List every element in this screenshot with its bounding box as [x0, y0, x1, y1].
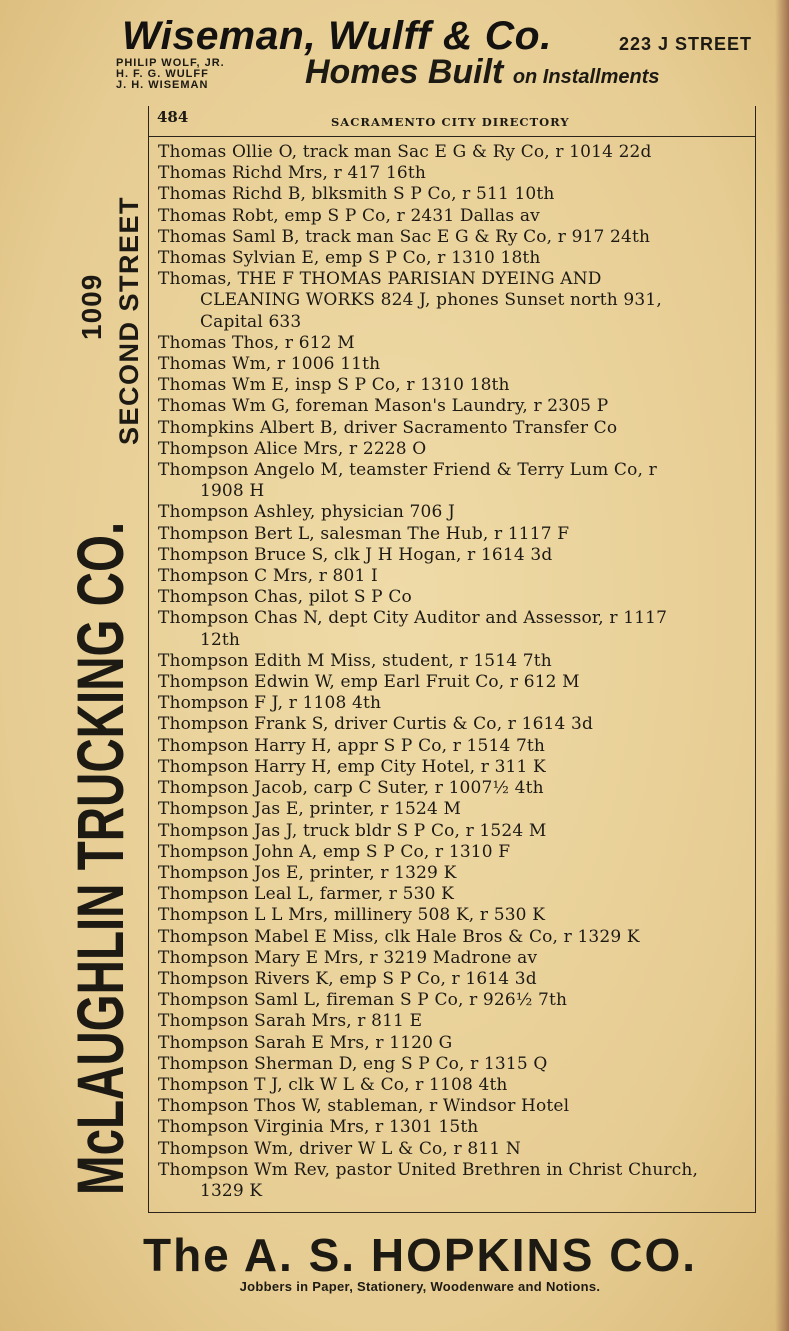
directory-entry — [158, 969, 750, 990]
entry-line: Thompson Leal L, farmer, r 530 K — [158, 884, 454, 905]
entry-line: Thompson C Mrs, r 801 I — [158, 566, 378, 587]
entry-line: Thompkins Albert B, driver Sacramento Transfer Co — [158, 417, 618, 438]
entry-line: Thompson Jas J, truck bldr S P Co, r 1524 M — [158, 820, 547, 841]
directory-entry — [158, 905, 750, 926]
bottom-ad-description: Jobbers in Paper, Stationery, Woodenware and Notions. — [239, 1279, 601, 1294]
entry-line: Thompson Thos W, stableman, r Windsor Hotel — [158, 1096, 570, 1117]
directory-entry — [158, 439, 750, 460]
page-number: 484 — [157, 108, 189, 126]
top-ad-partners — [116, 58, 316, 91]
directory-entry — [158, 375, 750, 396]
entry-line: Thompson Wm Rev, pastor United Brethren in Christ Church, — [158, 1159, 699, 1180]
entry-line: Thompson Angelo M, teamster Friend & Terry Lum Co, r — [158, 460, 657, 481]
entry-line: Thomas Wm, r 1006 11th — [158, 354, 381, 375]
tagline-main: Homes Built — [305, 53, 504, 91]
entry-line: Thompson Ashley, physician 706 J — [158, 502, 455, 523]
entry-line: Thomas Saml B, track man Sac E G & Ry Co, r 917 24th — [158, 226, 651, 247]
directory-entry — [158, 524, 750, 545]
directory-entry — [158, 778, 750, 799]
directory-entry — [158, 799, 750, 820]
directory-entry — [158, 396, 750, 417]
entry-continuation: 1908 H — [200, 481, 265, 502]
directory-entry — [158, 651, 750, 672]
entry-line: Thompson Frank S, driver Curtis & Co, r 1614 3d — [158, 714, 594, 735]
entry-line: Thomas Richd Mrs, r 417 16th — [158, 163, 426, 184]
directory-entry — [158, 545, 750, 566]
entry-line: Thompson F J, r 1108 4th — [158, 693, 382, 714]
entry-line: Thompson Jas E, printer, r 1524 M — [158, 799, 462, 820]
directory-entry — [158, 842, 750, 863]
entry-line: Thompson Chas, pilot S P Co — [158, 587, 412, 608]
directory-entry — [158, 1160, 750, 1202]
directory-column — [148, 106, 756, 1213]
side-ad-company: McLAUGHLIN TRUCKING CO. — [63, 521, 137, 1195]
entry-list — [158, 142, 750, 1202]
directory-entry — [158, 672, 750, 693]
entry-continuation: CLEANING WORKS 824 J, phones Sunset north 931, — [200, 290, 662, 311]
directory-entry — [158, 736, 750, 757]
entry-continuation: 1329 K — [200, 1180, 263, 1201]
directory-entry — [158, 608, 750, 650]
entry-line: Thompson Jos E, printer, r 1329 K — [158, 862, 457, 883]
entry-line: Thompson Alice Mrs, r 2228 O — [158, 438, 427, 459]
entry-line: Thomas, THE F THOMAS PARISIAN DYEING AND — [158, 269, 602, 290]
directory-entry — [158, 269, 750, 333]
entry-continuation: Capital 633 — [200, 311, 302, 332]
side-ad-number: 1009 — [76, 273, 107, 340]
directory-entry — [158, 1139, 750, 1160]
directory-entry — [158, 863, 750, 884]
entry-line: Thomas Wm G, foreman Mason's Laundry, r 2305 P — [158, 396, 609, 417]
directory-entry — [158, 227, 750, 248]
directory-entry — [158, 1096, 750, 1117]
directory-entry — [158, 990, 750, 1011]
entry-line: Thompson Jacob, carp C Suter, r 1007½ 4th — [158, 778, 544, 799]
side-ad-street: SECOND STREET — [114, 195, 144, 445]
directory-entry — [158, 714, 750, 735]
entry-line: Thompson Wm, driver W L & Co, r 811 N — [158, 1138, 521, 1159]
entry-line: Thompson Harry H, appr S P Co, r 1514 7th — [158, 735, 546, 756]
directory-entry — [158, 248, 750, 269]
directory-entry — [158, 418, 750, 439]
entry-line: Thompson Rivers K, emp S P Co, r 1614 3d — [158, 968, 537, 989]
entry-line: Thompson Saml L, fireman S P Co, r 926½ 7th — [158, 990, 568, 1011]
bottom-ad-company: The A. S. HOPKINS CO. — [142, 1229, 698, 1281]
directory-entry — [158, 502, 750, 523]
entry-line: Thompson Sarah Mrs, r 811 E — [158, 1011, 423, 1032]
directory-entry — [158, 884, 750, 905]
entry-line: Thomas Thos, r 612 M — [158, 332, 355, 353]
entry-line: Thomas Robt, emp S P Co, r 2431 Dallas av — [158, 205, 540, 226]
directory-entry — [158, 927, 750, 948]
directory-entry — [158, 460, 750, 502]
directory-entry — [158, 693, 750, 714]
directory-entry — [158, 163, 750, 184]
entry-line: Thomas Ollie O, track man Sac E G & Ry Co, r 1014 22d — [158, 142, 652, 162]
tagline-small: on Installments — [512, 66, 660, 88]
side-ad-street-block — [114, 196, 145, 445]
directory-entry — [158, 1011, 750, 1032]
entry-line: Thompson Edith M Miss, student, r 1514 7th — [158, 650, 552, 671]
directory-entry — [158, 354, 750, 375]
partner-name: J. H. WISEMAN — [116, 79, 209, 91]
directory-entry — [158, 757, 750, 778]
entry-line: Thompson Virginia Mrs, r 1301 15th — [158, 1117, 479, 1138]
top-ad-address: 223 J STREET — [618, 34, 752, 54]
entry-line: Thompson Bert L, salesman The Hub, r 1117 F — [158, 523, 570, 544]
entry-line: Thompson Edwin W, emp Earl Fruit Co, r 612 M — [158, 672, 580, 693]
entry-line: Thompson L L Mrs, millinery 508 K, r 530 K — [158, 905, 546, 926]
top-ad-company: Wiseman, Wulff & Co. — [122, 14, 552, 58]
top-ad-tagline — [305, 53, 660, 92]
entry-line: Thompson John A, emp S P Co, r 1310 F — [158, 841, 511, 862]
top-advertisement — [110, 8, 760, 98]
side-ad-number-block — [76, 274, 108, 340]
directory-entry — [158, 948, 750, 969]
entry-line: Thompson Bruce S, clk J H Hogan, r 1614 3d — [158, 544, 553, 565]
directory-entry — [158, 587, 750, 608]
page-header — [149, 106, 755, 137]
entry-line: Thompson T J, clk W L & Co, r 1108 4th — [158, 1074, 508, 1095]
entry-line: Thompson Chas N, dept City Auditor and Assessor, r 1117 — [158, 608, 668, 629]
partner-name: PHILIP WOLF, JR. — [116, 57, 225, 69]
page-edge-shadow — [775, 0, 789, 1331]
directory-entry — [158, 1054, 750, 1075]
partner-name: H. F. G. WULFF — [116, 68, 209, 80]
entry-line: Thomas Sylvian E, emp S P Co, r 1310 18th — [158, 248, 541, 269]
entry-line: Thompson Sarah E Mrs, r 1120 G — [158, 1032, 453, 1053]
directory-entry — [158, 333, 750, 354]
running-head: SACRAMENTO CITY DIRECTORY — [331, 115, 570, 129]
directory-entry — [158, 566, 750, 587]
entry-line: Thompson Harry H, emp City Hotel, r 311 K — [158, 756, 546, 777]
directory-entry — [158, 206, 750, 227]
directory-entry — [158, 1075, 750, 1096]
directory-entry — [158, 184, 750, 205]
entry-continuation: 12th — [200, 629, 241, 650]
entry-line: Thompson Mabel E Miss, clk Hale Bros & Co, r 1329 K — [158, 926, 640, 947]
entry-line: Thomas Wm E, insp S P Co, r 1310 18th — [158, 375, 510, 396]
directory-entry — [158, 821, 750, 842]
entry-line: Thompson Sherman D, eng S P Co, r 1315 Q — [158, 1053, 548, 1074]
directory-entry — [158, 1117, 750, 1138]
entry-line: Thompson Mary E Mrs, r 3219 Madrone av — [158, 947, 538, 968]
directory-entry — [158, 1033, 750, 1054]
directory-entry — [158, 142, 750, 163]
entry-line: Thomas Richd B, blksmith S P Co, r 511 10th — [158, 184, 555, 205]
